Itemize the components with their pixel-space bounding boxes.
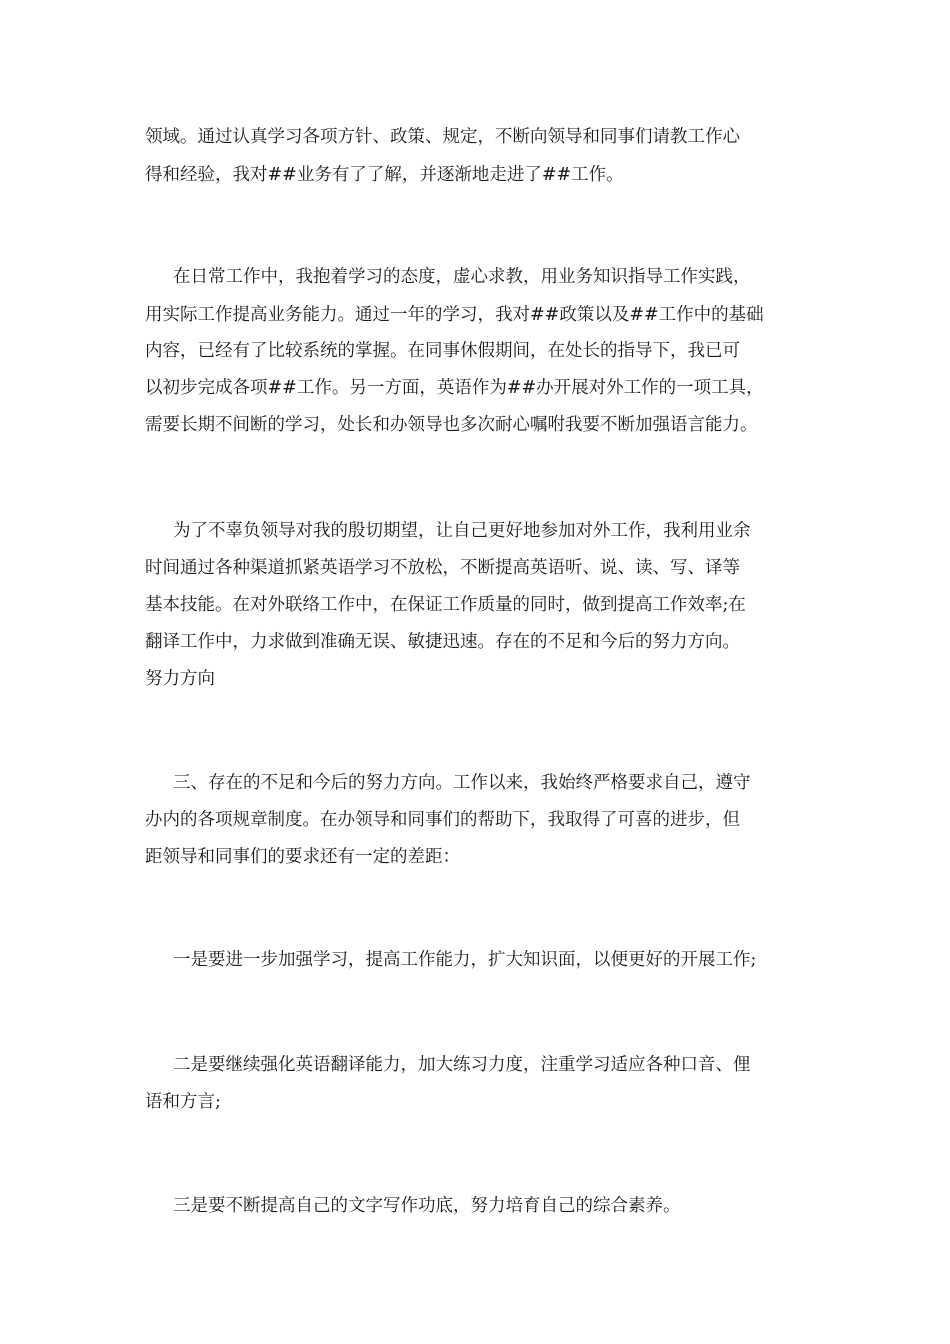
paragraph-4-line-3: 距领导和同事们的要求还有一定的差距： (145, 847, 460, 867)
paragraph-3-line-2: 时间通过各种渠道抓紧英语学习不放松，不断提高英语听、说、读、写、译等 (145, 558, 740, 578)
paragraph-4-line-2: 办内的各项规章制度。在办领导和同事们的帮助下，我取得了可喜的进步，但 (145, 810, 740, 830)
paragraph-2-line-5: 需要长期不间断的学习，处长和办领导也多次耐心嘱咐我要不断加强语言能力。 (145, 415, 758, 435)
paragraph-6-line-2: 语和方言; (145, 1092, 221, 1112)
paragraph-3-line-5: 努力方向 (145, 669, 215, 689)
paragraph-7-line-1: 三是要不断提高自己的文字写作功底，努力培育自己的综合素养。 (173, 1196, 681, 1216)
paragraph-3-line-4: 翻译工作中，力求做到准确无误、敏捷迅速。存在的不足和今后的努力方向。 (145, 632, 740, 652)
paragraph-2-line-1: 在日常工作中，我抱着学习的态度，虚心求教，用业务知识指导工作实践， (173, 267, 751, 287)
paragraph-1-line-1: 领域。通过认真学习各项方针、政策、规定，不断向领导和同事们请教工作心 (145, 127, 740, 147)
paragraph-1-line-2: 得和经验，我对##业务有了了解，并逐渐地走进了##工作。 (145, 165, 624, 185)
paragraph-3-line-1: 为了不辜负领导对我的殷切期望，让自己更好地参加对外工作，我利用业余 (173, 521, 751, 541)
paragraph-4-line-1: 三、存在的不足和今后的努力方向。工作以来，我始终严格要求自己，遵守 (173, 773, 751, 793)
paragraph-2-line-2: 用实际工作提高业务能力。通过一年的学习，我对##政策以及##工作中的基础 (145, 305, 764, 325)
paragraph-3-line-3: 基本技能。在对外联络工作中，在保证工作质量的同时，做到提高工作效率;在 (145, 595, 746, 615)
paragraph-6-line-1: 二是要继续强化英语翻译能力，加大练习力度，注重学习适应各种口音、俚 (173, 1055, 751, 1075)
paragraph-2-line-4: 以初步完成各项##工作。另一方面，英语作为##办开展对外工作的一项工具， (145, 378, 764, 398)
paragraph-2-line-3: 内容，已经有了比较系统的掌握。在同事休假期间，在处长的指导下，我已可 (145, 341, 740, 361)
paragraph-5-line-1: 一是要进一步加强学习，提高工作能力，扩大知识面，以便更好的开展工作; (173, 950, 757, 970)
